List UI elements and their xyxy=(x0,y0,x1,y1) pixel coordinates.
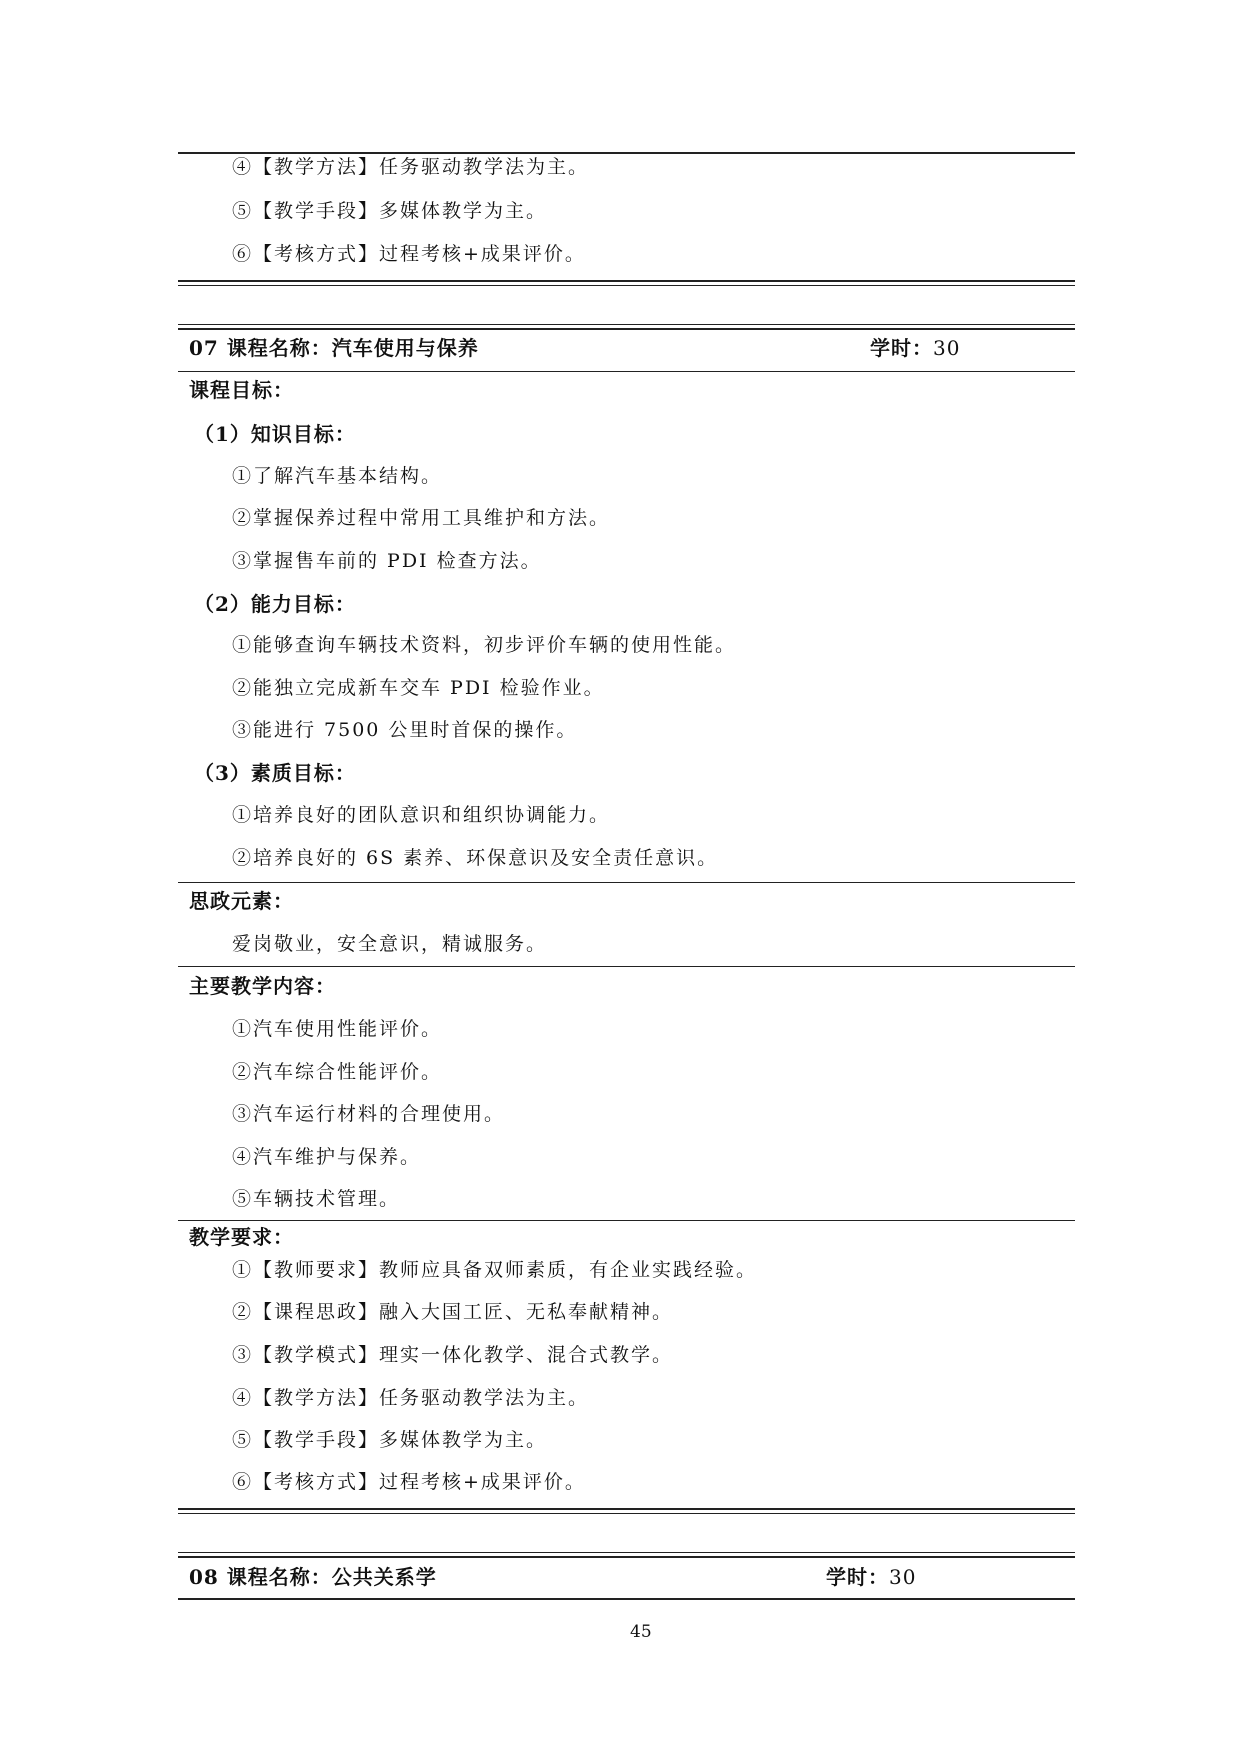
requirement-item-3: ③【教学模式】理实一体化教学、混合式教学。 xyxy=(232,1344,674,1366)
course08-top-rule xyxy=(178,1556,1075,1558)
ideology-rule xyxy=(178,882,1075,883)
requirement-item-1: ①【教师要求】教师应具备双师素质，有企业实践经验。 xyxy=(232,1259,758,1281)
ability-heading: （2）能力目标： xyxy=(194,592,356,616)
quality-item-1: ①培养良好的团队意识和组织协调能力。 xyxy=(232,804,611,826)
quality-heading: （3）素质目标： xyxy=(194,761,356,785)
prev-requirement-4: ④【教学方法】任务驱动教学法为主。 xyxy=(232,156,590,178)
ability-item-2: ②能独立完成新车交车 PDI 检验作业。 xyxy=(232,677,605,699)
content-item-5: ⑤车辆技术管理。 xyxy=(232,1188,401,1210)
course07-bottom-rule xyxy=(178,1508,1075,1510)
content-item-4: ④汽车维护与保养。 xyxy=(232,1146,422,1168)
ability-item-3: ③能进行 7500 公里时首保的操作。 xyxy=(232,719,578,741)
course07-hours xyxy=(870,332,960,361)
content-item-2: ②汽车综合性能评价。 xyxy=(232,1061,443,1083)
requirements-rule xyxy=(178,1220,1075,1221)
page-number: 45 xyxy=(630,1622,652,1642)
quality-item-2: ②培养良好的 6S 素养、环保意识及安全责任意识。 xyxy=(232,847,719,869)
content-item-1: ①汽车使用性能评价。 xyxy=(232,1018,443,1040)
requirement-item-6: ⑥【考核方式】过程考核+成果评价。 xyxy=(232,1471,586,1493)
course08-hours xyxy=(826,1561,916,1590)
knowledge-item-3: ③掌握售车前的 PDI 检查方法。 xyxy=(232,550,542,572)
course07-goals-heading: 课程目标： xyxy=(189,378,294,402)
requirement-item-5: ⑤【教学手段】多媒体教学为主。 xyxy=(232,1429,548,1451)
content-item-3: ③汽车运行材料的合理使用。 xyxy=(232,1103,506,1125)
course07-title: 07 课程名称：汽车使用与保养 xyxy=(189,336,479,360)
content-heading: 主要教学内容： xyxy=(189,974,336,998)
requirement-item-2: ②【课程思政】融入大国工匠、无私奉献精神。 xyxy=(232,1301,674,1323)
content-rule xyxy=(178,966,1075,967)
course08-hours-label: 学时： xyxy=(826,1565,889,1589)
ability-item-1: ①能够查询车辆技术资料，初步评价车辆的使用性能。 xyxy=(232,634,737,656)
course08-title: 08 课程名称：公共关系学 xyxy=(189,1565,437,1589)
course07-hours-label: 学时： xyxy=(870,336,933,360)
prev-requirement-5: ⑤【教学手段】多媒体教学为主。 xyxy=(232,200,548,222)
requirements-heading: 教学要求： xyxy=(189,1225,294,1249)
course07-top-rule xyxy=(178,328,1075,330)
prev-requirement-6: ⑥【考核方式】过程考核+成果评价。 xyxy=(232,243,586,265)
course07-top-rule-outer xyxy=(178,324,1075,325)
knowledge-heading: （1）知识目标： xyxy=(194,422,356,446)
course08-bottom-rule xyxy=(178,1598,1075,1600)
table-bottom-rule-inner xyxy=(178,285,1075,286)
course08-top-rule-outer xyxy=(178,1552,1075,1553)
requirement-item-4: ④【教学方法】任务驱动教学法为主。 xyxy=(232,1387,590,1409)
knowledge-item-2: ②掌握保养过程中常用工具维护和方法。 xyxy=(232,507,611,529)
course07-hours-value: 30 xyxy=(933,336,961,360)
course07-bottom-rule-inner xyxy=(178,1513,1075,1514)
ideology-text: 爱岗敬业，安全意识，精诚服务。 xyxy=(232,933,548,955)
ideology-heading: 思政元素： xyxy=(189,889,294,913)
table-bottom-rule xyxy=(178,280,1075,282)
course08-hours-value: 30 xyxy=(889,1565,917,1589)
knowledge-item-1: ①了解汽车基本结构。 xyxy=(232,465,443,487)
course07-title-rule xyxy=(178,371,1075,372)
